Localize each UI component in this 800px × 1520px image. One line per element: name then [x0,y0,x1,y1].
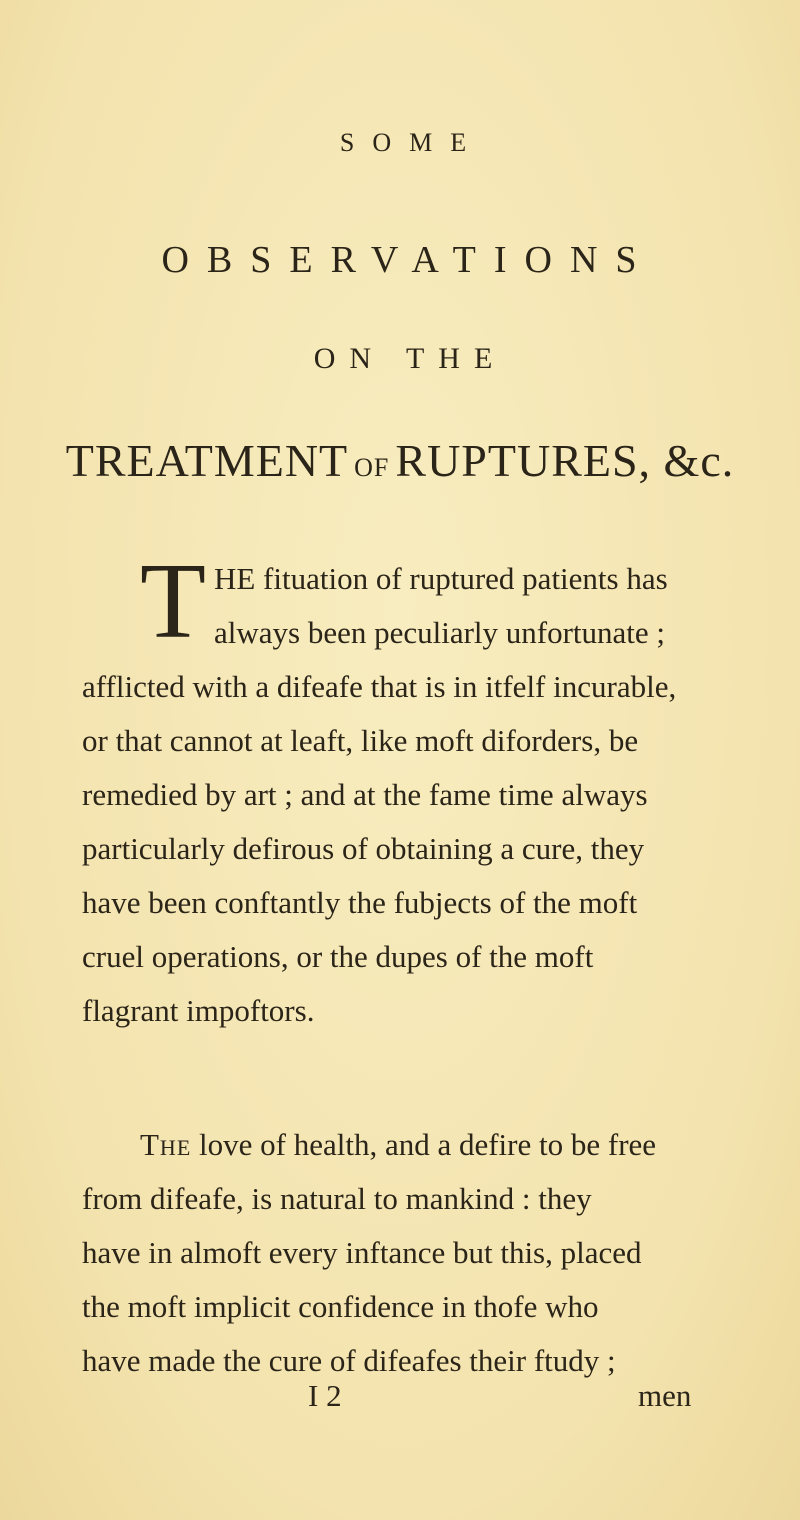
heading-treatment-word: TREATMENT [65,435,349,486]
heading-some: SOME [339,128,485,157]
heading-treatment [0,434,800,487]
catchword: men [638,1378,692,1413]
signature-mark: I 2 [308,1378,342,1413]
heading-ruptures: RUPTURES, &c. [395,435,735,486]
para1-line: flagrant impoftors. [82,993,315,1028]
para1-line: afflicted with a difeafe that is in itfelf incurable, [82,669,677,704]
paragraph-1 [82,542,760,1038]
para2-line: the moft implicit confidence in thofe who [82,1289,599,1324]
para1-line: HE fituation of ruptured patients has [213,561,668,596]
para2-line [140,1118,762,1172]
para2-line: have in almoft every inftance but this, placed [82,1235,642,1270]
para2-lead: The [140,1127,192,1162]
para1-line: have been conftantly the fubjects of the moft [82,885,638,920]
heading-on-the: ON THE [313,342,507,375]
heading-of: OF [354,453,390,482]
para1-line: or that cannot at leaft, like moft diforders, be [82,723,639,758]
para2-line1-text: love of health, and a defire to be free [191,1127,657,1162]
para1-line: always been peculiarly unfortunate ; [213,615,666,650]
para1-line: particularly defirous of obtaining a cure, they [82,831,645,866]
drop-cap: T [140,542,206,661]
paragraph-2 [82,1118,762,1388]
heading-observations: OBSERVATIONS [161,239,655,281]
para1-line: remedied by art ; and at the fame time always [82,777,648,812]
para2-line: have made the cure of difeafes their ftudy ; [82,1343,616,1378]
para2-line: from difeafe, is natural to mankind : they [82,1181,592,1216]
para1-line: cruel operations, or the dupes of the moft [82,939,594,974]
